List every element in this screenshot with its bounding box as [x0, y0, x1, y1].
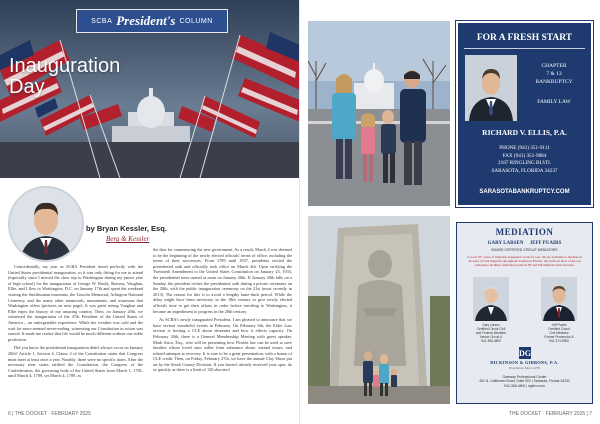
- column-tab-suffix: COLUMN: [179, 17, 213, 25]
- author-photo: [8, 186, 84, 262]
- svg-text:DG: DG: [519, 349, 531, 358]
- article-title-line1: Inauguration: [9, 55, 121, 77]
- mediation-ad-address-line3: 941-366-4800 | dgfirm.com: [504, 383, 545, 388]
- mediation-ad-tagline: Excellence Since 1978: [509, 366, 540, 370]
- gary-larsen-caption: Gary Larsen Certified Circuit Civil and Federal Mediator Venice Circuit & 941-366-4800: [475, 323, 507, 344]
- author-firm: Berg & Kessler: [106, 235, 150, 243]
- gary-larsen-portrait: [473, 277, 509, 321]
- mediation-ad: [456, 222, 593, 404]
- article-column-1: [8, 264, 143, 382]
- ellis-ad-chapter: CHAPTER: [541, 63, 567, 69]
- mediation-ad-address-line1: Gateway Professional Center: [502, 375, 547, 379]
- ellis-ad-chapter-num: 7 & 13: [546, 71, 562, 77]
- richard-ellis-portrait: [465, 55, 517, 121]
- ellis-ad-phone: PHONE (941) 351-9111: [499, 145, 550, 151]
- ellis-ad-bankruptcy: BANKRUPTCY: [535, 79, 573, 85]
- ellis-ad-street: 2187 RINGLING BLVD.: [498, 160, 551, 166]
- dg-logo-icon: [519, 347, 531, 359]
- jeff-puairs-caption: Jeff Puairs Certified Circuit Civil Mediator Former Prosecutor & 941-374-9900: [544, 323, 574, 344]
- ellis-ad-divider: [464, 48, 585, 49]
- ellis-bankruptcy-ad: [456, 21, 593, 207]
- byline: by Bryan Kessler, Esq.: [86, 224, 167, 233]
- ellis-ad-contact: [458, 145, 591, 175]
- jeff-puairs-portrait: [541, 277, 577, 321]
- ellis-ad-firm-name: RICHARD V. ELLIS, P.A.: [482, 128, 567, 137]
- mediation-ad-certified: BOARD CERTIFIED CIRCUIT MEDIATORS: [491, 248, 558, 252]
- ellis-ad-city: SARASOTA, FLORIDA 34237: [491, 167, 558, 174]
- ellis-ad-headline: FOR A FRESH START: [476, 33, 573, 43]
- mediation-ad-address: [457, 375, 592, 388]
- right-page: [300, 0, 600, 424]
- mediation-ad-headline: MEDIATION: [495, 227, 554, 237]
- mediation-ad-mediators: GARY LARSEN JEFF PUAIRS: [487, 241, 562, 246]
- article-paragraph: the date for commencing the new government. As a result, March 4 was deemed to be the beginning of the newly elected officials' terms of office, including the terms of their successors. From 1789 until 1937, presidents recited the presidential oath and officially took office on March 4th. Upon ratifying the Twentieth Amendment to the United States Constitution on January 23, 1933, the presidential term started at noon on January 20th. If January 20th falls on a Sunday, the president recites the presidential oath during a private ceremony on the 20th, with the public inauguration ceremony on the 21st (most recently in 2013). The reason for this is to avoid a lengthy lame-duck period. While the delay might have been necessary in the 18th century to give newly elected officials time to get their affairs in order before traveling to Washington, it became an impediment to progress in the 20th century.: [153, 247, 292, 314]
- hero-image: [0, 0, 300, 178]
- left-page-footer: 6 | THE DOCKET · FEBRUARY 2025: [8, 411, 91, 417]
- ellis-ad-website[interactable]: SARASOTABANKRUPTCY.COM: [479, 189, 570, 195]
- article-paragraph: As SCBA's newly inaugurated President, I am pleased to announce that we have several wonderful events in February. On February 6th, the Elder Law section is hosting a CLE about dementia and how it affects capacity. On February 20th, there is a General Membership Meeting with guest speaker, Mark Astor, Esq., who will be presenting how Florida law can be used to save families whose loved ones suffer from substance abuse, mental issues, and related attempts at recovery. It is sure to be a great presentation, with a bonus of CLE credit. Then, on Friday, February 27th, we have the annual Clay Shoot put on by the South County Division. If you haven't already reserved your spot, do so quickly as there is a limit of 120 shooters!: [153, 317, 292, 373]
- article-paragraph: Coincidentally, my year as SCBA President timed perfectly with the United States presidential inauguration, so it was only fitting for me to attend (especially since I missed the class trip to Washington during my junior year of high school) for the inauguration of George W. Bush), Shawna, Vaughan, Ellie, and I flew to Washington, D.C. on January 17th and spent the weekend visiting the Smithsonian museums, the Lincoln Memorial, Arlington National Cemetery, and the many other memorials, monuments, and museums that Washington offers (pictures on next page). It was great seeing Vaughan and Ellie enjoy the history of our amazing country. Then, on January 20th, we witnessed the inauguration of the 47th President of the United States of America – an unforgettable experience. While the weather was cold and the wait for more seemed never-ending, witnessing our Constitution in action was surreal. It made me realize that life would be much different without our noble profession.: [8, 264, 143, 342]
- mediation-ad-firm: DICKINSON & GIBBONS, P.A.: [490, 360, 559, 365]
- article-title-line2: Day: [9, 76, 45, 98]
- column-tab-prefix: SCBA: [91, 17, 113, 25]
- mlk-memorial-photo: [308, 216, 450, 404]
- family-capitol-photo: [308, 21, 450, 206]
- ellis-ad-fax: FAX (941) 351-9884: [502, 152, 547, 159]
- article-title: [9, 56, 120, 98]
- right-page-footer: THE DOCKET · FEBRUARY 2025 | 7: [509, 411, 592, 417]
- mediation-ad-description: Let our 35+ years of litigation experience work for you. We are available to mediate in all areas of civil litigation throughout Southwest Florida. We staff our most of the our conference facilities centrally located in 8T and Plantville Road in Sarasota.: [467, 255, 582, 268]
- article-paragraph: Did you know the presidential inauguration didn't always occur on January 20th? Article 1, Section 4, Clause 2 of the Constitution states that Congress must meet at least once a year. Notably, there were no specific dates. After the necessary nine states ratified the Constitution, the Congress of the Confederation, the governing body of the United States from March 1, 1781, until March 4, 1789, set March 4, 1789, as: [8, 345, 143, 379]
- ellis-ad-family-law: FAMILY LAW: [537, 99, 571, 105]
- article-column-2: [153, 247, 292, 376]
- mediation-ad-address-line2: 401 N. Cattlemen Road, Suite 900 | Sarasota, Florida 34232: [479, 379, 570, 384]
- column-tab-name: President's: [116, 13, 176, 28]
- column-header-tab: [76, 9, 228, 33]
